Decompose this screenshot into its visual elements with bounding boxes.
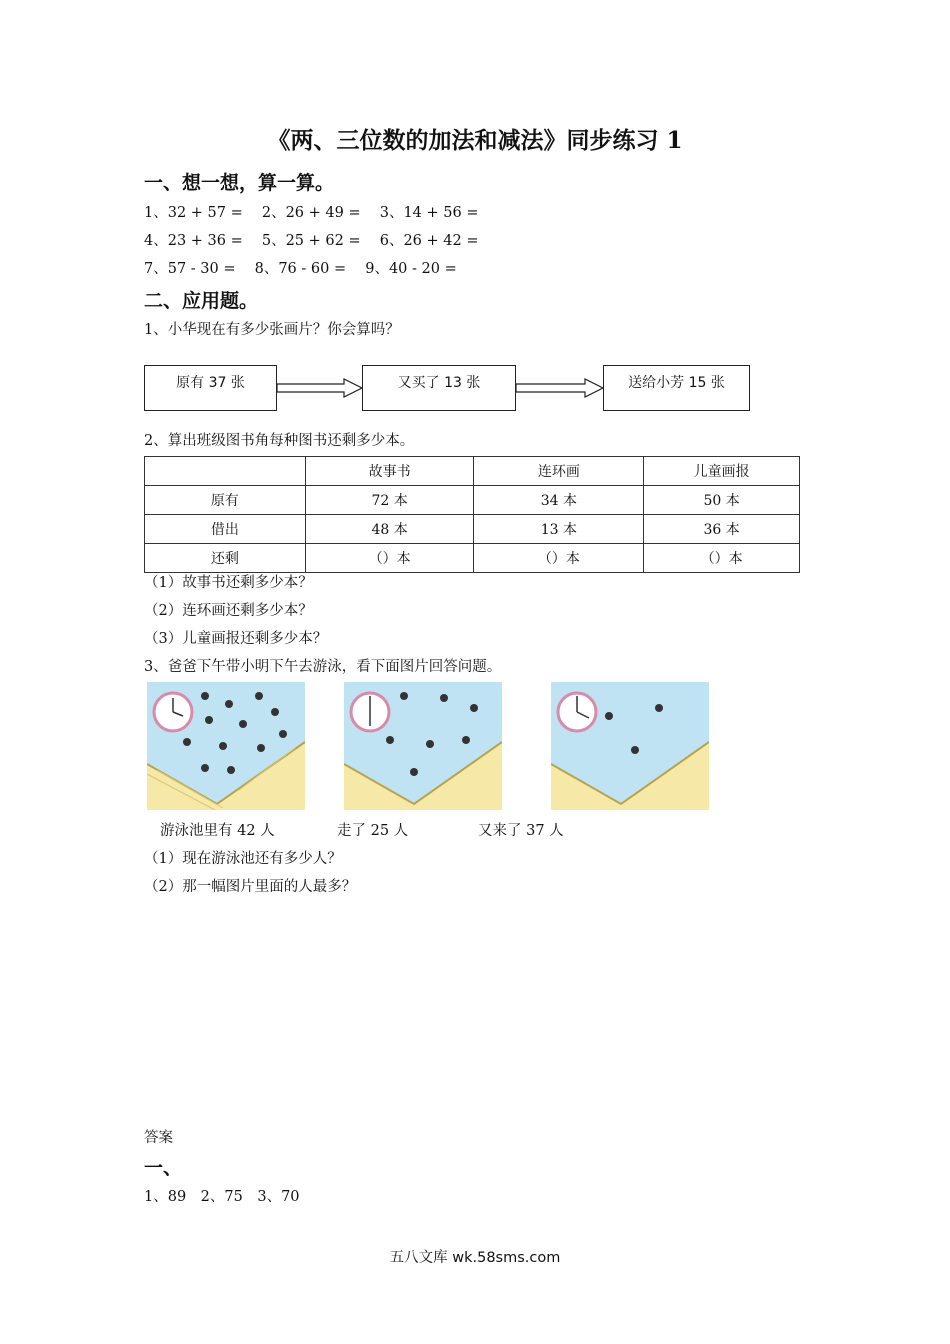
calc-row-2: 4、23 + 36 = 5、25 + 62 = 6、26 + 42 = xyxy=(144,233,479,249)
calc-row-3: 7、57 - 30 = 8、76 - 60 = 9、40 - 20 = xyxy=(144,261,457,277)
pool-image-3 xyxy=(551,682,709,810)
q3-text: 3、爸爸下午带小明下午去游泳，看下面图片回答问题。 xyxy=(144,659,502,675)
calc-row-1: 1、32 + 57 = 2、26 + 49 = 3、14 + 56 = xyxy=(144,205,479,221)
table-cell: （）本 xyxy=(305,544,474,573)
table-row xyxy=(145,486,800,515)
footer-watermark: 五八文库 wk.58sms.com xyxy=(389,1250,561,1266)
q1-text: 1、小华现在有多少张画片？你会算吗？ xyxy=(144,322,400,338)
table-cell: 连环画 xyxy=(474,457,644,486)
answers-row-1: 1、89 2、75 3、70 xyxy=(144,1189,300,1205)
q2-sub-1: （1）故事书还剩多少本？ xyxy=(144,575,313,591)
arrow-2-icon xyxy=(515,378,605,398)
pool-image-1 xyxy=(147,682,305,810)
table-cell: 34 本 xyxy=(474,486,644,515)
table-cell: 故事书 xyxy=(305,457,474,486)
section1-heading: 一、想一想，算一算。 xyxy=(144,172,335,194)
table-cell: 72 本 xyxy=(305,486,474,515)
q3-sub-1: （1）现在游泳池还有多少人？ xyxy=(144,851,342,867)
table-cell: （）本 xyxy=(644,544,800,573)
table-cell: 原有 xyxy=(145,486,306,515)
table-cell: 36 本 xyxy=(644,515,800,544)
table-cell: 13 本 xyxy=(474,515,644,544)
page-title: 《两、三位数的加法和减法》同步练习 1 xyxy=(267,127,683,154)
flow-box-bought: 又买了 13 张 xyxy=(362,365,516,411)
q2-text: 2、算出班级图书角每种图书还剩多少本。 xyxy=(144,433,415,449)
flow-box-gave: 送给小芳 15 张 xyxy=(603,365,750,411)
table-row xyxy=(145,544,800,573)
books-table xyxy=(144,456,800,573)
table-header-row xyxy=(145,457,800,486)
pool-image-2 xyxy=(344,682,502,810)
table-row xyxy=(145,515,800,544)
table-cell: 还剩 xyxy=(145,544,306,573)
caption-1: 游泳池里有 42 人 xyxy=(160,823,275,839)
flow-box-original: 原有 37 张 xyxy=(144,365,277,411)
arrow-1-icon xyxy=(276,378,364,398)
table-cell: 借出 xyxy=(145,515,306,544)
table-cell xyxy=(145,457,306,486)
answers-label: 答案 xyxy=(144,1130,173,1146)
caption-3: 又来了 37 人 xyxy=(478,823,564,839)
section2-heading: 二、应用题。 xyxy=(144,290,259,312)
caption-2: 走了 25 人 xyxy=(337,823,409,839)
answers-heading: 一、 xyxy=(144,1157,183,1179)
q2-sub-3: （3）儿童画报还剩多少本？ xyxy=(144,631,328,647)
q2-sub-2: （2）连环画还剩多少本？ xyxy=(144,603,313,619)
q3-sub-2: （2）那一幅图片里面的人最多？ xyxy=(144,879,357,895)
table-cell: 48 本 xyxy=(305,515,474,544)
table-cell: 50 本 xyxy=(644,486,800,515)
table-cell: （）本 xyxy=(474,544,644,573)
table-cell: 儿童画报 xyxy=(644,457,800,486)
